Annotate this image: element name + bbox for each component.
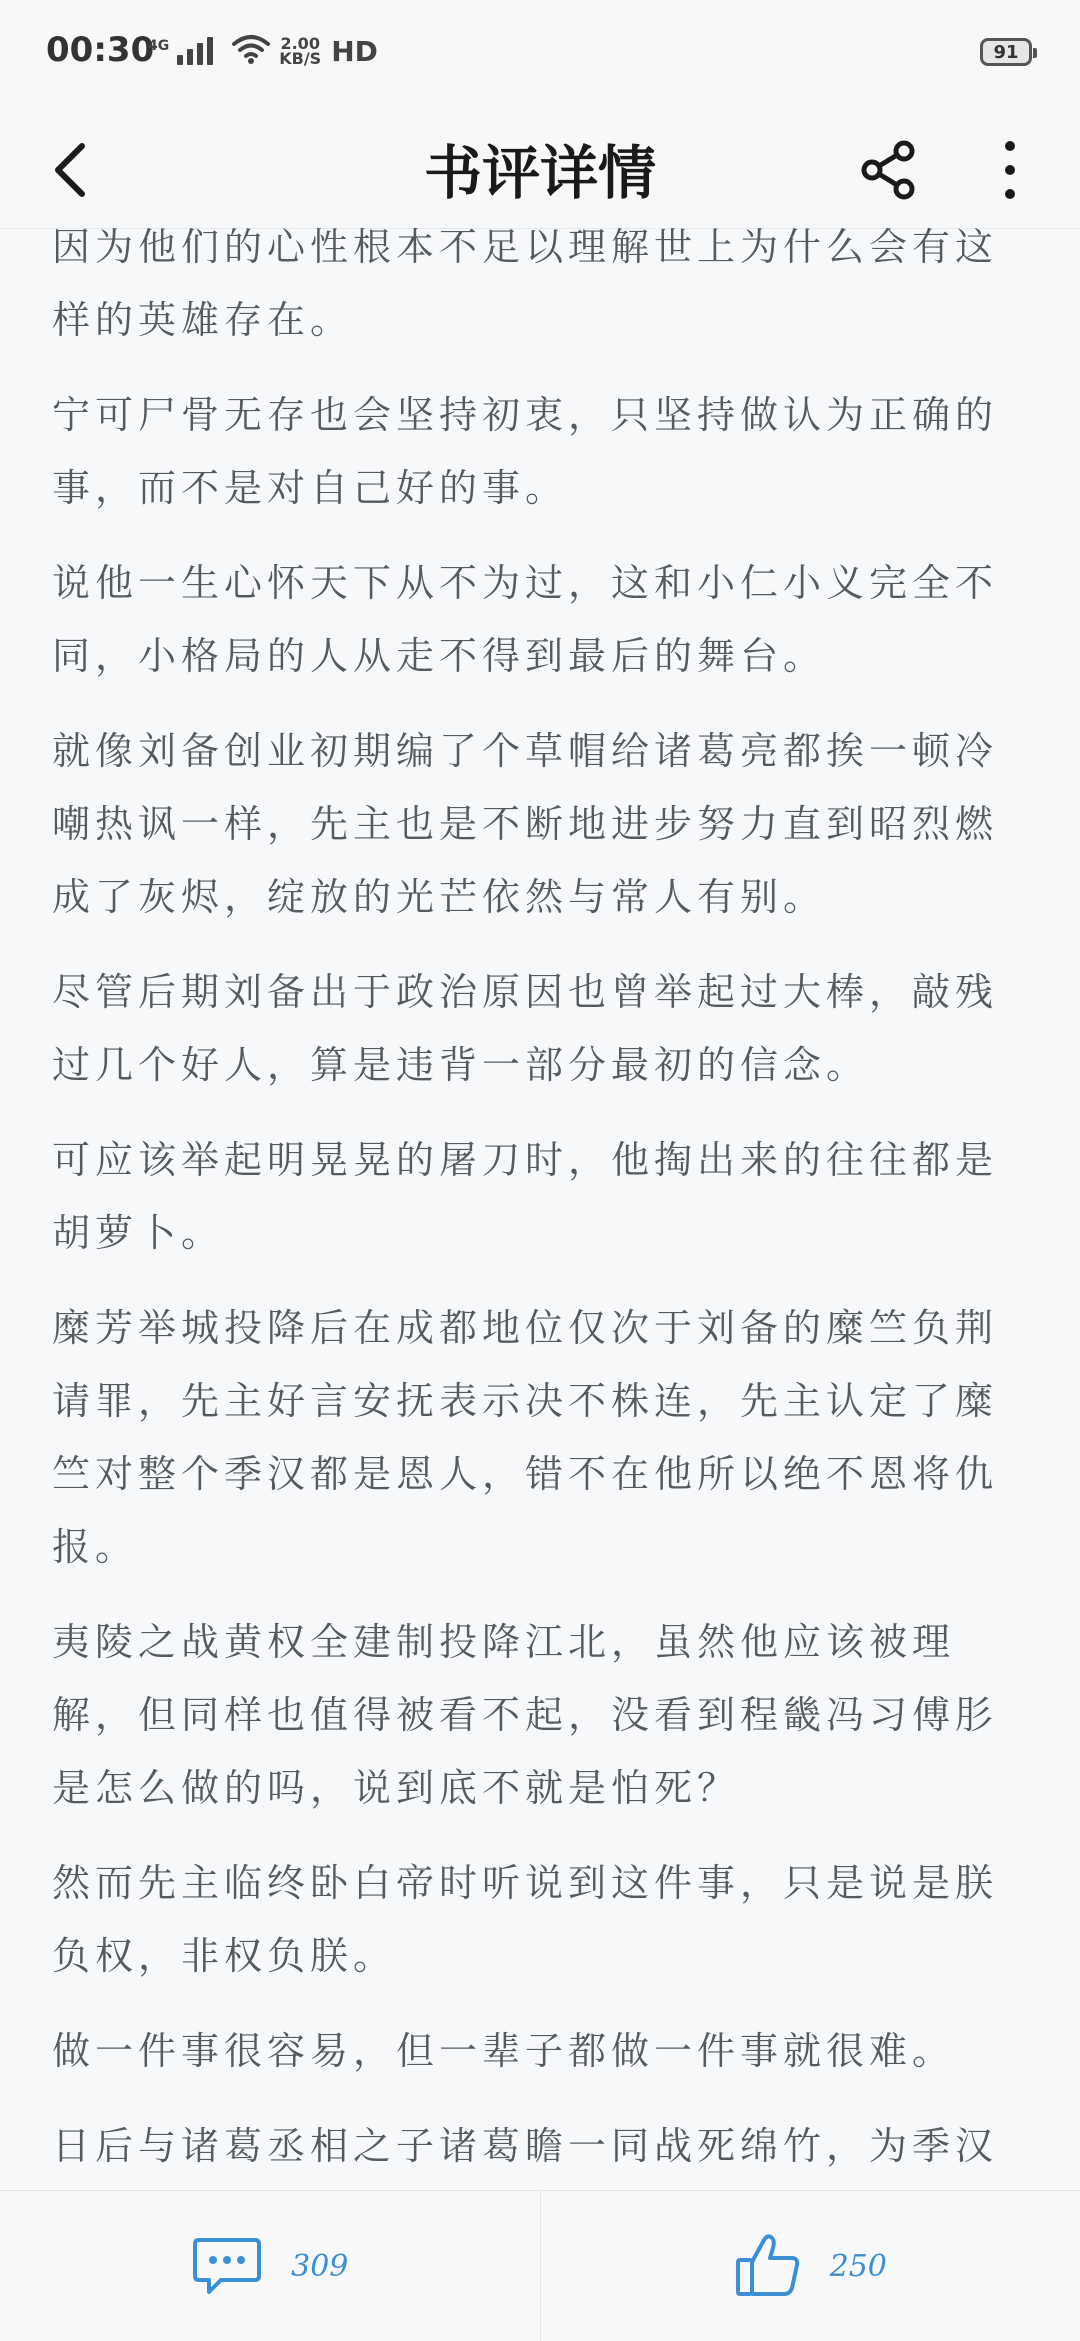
more-button[interactable] <box>970 130 1050 210</box>
status-icons <box>148 34 378 68</box>
review-paragraph: 夷陵之战黄权全建制投降江北，虽然他应该被理解，但同样也值得被看不起，没看到程畿冯习傅肜是怎么做的吗，说到底不就是怕死？ <box>52 1606 1032 1825</box>
review-paragraph: 尽管后期刘备出于政治原因也曾举起过大棒，敲残过几个好人，算是违背一部分最初的信念。 <box>52 956 1032 1102</box>
review-paragraph: 可应该举起明晃晃的屠刀时，他掏出来的往往都是胡萝卜。 <box>52 1124 1032 1270</box>
comment-button[interactable] <box>0 2191 540 2341</box>
thumbs-up-icon <box>734 2232 802 2300</box>
review-body <box>52 211 1032 2278</box>
review-paragraph: 就像刘备创业初期编了个草帽给诸葛亮都挨一顿冷嘲热讽一样，先主也是不断地进步努力直到昭烈燃成了灰烬，绽放的光芒依然与常人有别。 <box>52 715 1032 934</box>
review-paragraph: 宁可尸骨无存也会坚持初衷，只坚持做认为正确的事，而不是对自己好的事。 <box>52 379 1032 525</box>
review-paragraph: 糜芳举城投降后在成都地位仅次于刘备的糜竺负荆请罪，先主好言安抚表示决不株连，先主认定了糜竺对整个季汉都是恩人，错不在他所以绝不恩将仇报。 <box>52 1292 1032 1584</box>
wifi-icon <box>231 34 271 68</box>
network-type: 4G <box>148 39 169 53</box>
review-paragraph: 说他一生心怀天下从不为过，这和小仁小义完全不同，小格局的人从走不得到最后的舞台。 <box>52 547 1032 693</box>
review-paragraph: 做一件事很容易，但一辈子都做一件事就很难。 <box>52 2015 1032 2088</box>
review-paragraph: 因为他们的心性根本不足以理解世上为什么会有这样的英雄存在。 <box>52 211 1032 357</box>
speed-unit: KB/S <box>279 51 321 66</box>
like-button[interactable] <box>541 2191 1080 2341</box>
status-time: 00:30 <box>46 30 154 70</box>
speed-value: 2.00 <box>279 36 321 51</box>
network-speed <box>279 36 321 66</box>
review-content[interactable] <box>0 229 1080 2189</box>
comment-count: 309 <box>291 2249 348 2284</box>
chevron-left-icon <box>48 140 92 200</box>
share-button[interactable] <box>850 130 930 210</box>
like-count: 250 <box>830 2249 887 2284</box>
page-title: 书评详情 <box>0 126 1080 210</box>
bottom-action-bar <box>0 2190 1080 2341</box>
review-paragraph: 日后与诸葛丞相之子诸葛瞻一同战死绵竹，为季汉 <box>52 2110 1032 2256</box>
back-button[interactable] <box>30 130 110 210</box>
status-bar <box>0 0 1080 108</box>
signal-icon <box>177 37 213 65</box>
battery-icon <box>980 38 1032 66</box>
comment-icon <box>191 2234 263 2298</box>
hd-label: HD <box>331 35 378 68</box>
battery-level: 91 <box>993 42 1018 63</box>
more-vertical-icon <box>1000 138 1020 202</box>
review-paragraph: 然而先主临终卧白帝时听说到这件事，只是说是朕负权，非权负朕。 <box>52 1847 1032 1993</box>
share-icon <box>858 138 922 202</box>
